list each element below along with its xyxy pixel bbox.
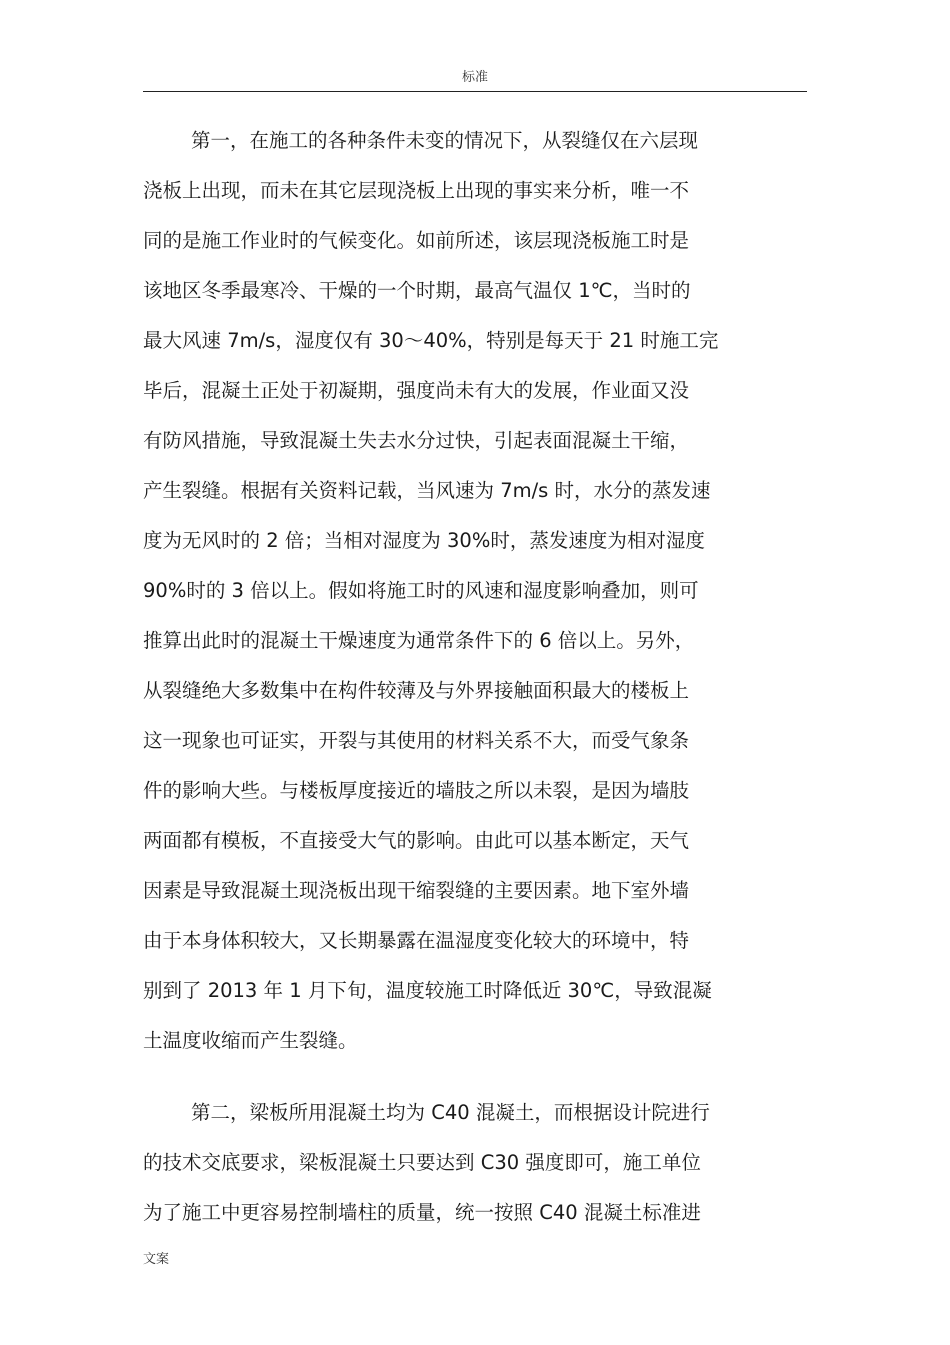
- paragraph-1-line-3: 同的是施工作业时的气候变化。如前所述，该层现浇板施工时是: [143, 229, 690, 252]
- paragraph-1-line-10: 90%时的 3 倍以上。假如将施工时的风速和湿度影响叠加，则可: [143, 579, 699, 602]
- paragraph-2-line-1: 第二，梁板所用混凝土均为 C40 混凝土，而根据设计院进行: [191, 1101, 710, 1124]
- header-divider: [143, 91, 807, 92]
- paragraph-1-line-1: 第一，在施工的各种条件未变的情况下，从裂缝仅在六层现: [191, 129, 699, 152]
- paragraph-1-line-9: 度为无风时的 2 倍；当相对湿度为 30%时，蒸发速度为相对湿度: [143, 529, 705, 552]
- paragraph-1-line-14: 件的影响大些。与楼板厚度接近的墙肢之所以未裂，是因为墙肢: [143, 779, 690, 802]
- paragraph-1-line-4: 该地区冬季最寒冷、干燥的一个时期，最高气温仅 1℃，当时的: [143, 279, 691, 302]
- paragraph-1-line-7: 有防风措施，导致混凝土失去水分过快，引起表面混凝土干缩，: [143, 429, 690, 452]
- paragraph-1-line-2: 浇板上出现，而未在其它层现浇板上出现的事实来分析，唯一不: [143, 179, 690, 202]
- page-header: 标准: [461, 70, 488, 85]
- paragraph-1-line-15: 两面都有模板，不直接受大气的影响。由此可以基本断定，天气: [143, 829, 690, 852]
- paragraph-1-line-19: 土温度收缩而产生裂缝。: [143, 1029, 358, 1052]
- paragraph-1-line-18: 别到了 2013 年 1 月下旬，温度较施工时降低近 30℃，导致混凝: [143, 979, 712, 1002]
- paragraph-1-line-5: 最大风速 7m/s，湿度仅有 30～40%，特别是每天于 21 时施工完: [143, 329, 719, 352]
- paragraph-1-line-11: 推算出此时的混凝土干燥速度为通常条件下的 6 倍以上。另外，: [143, 629, 695, 652]
- page-footer: 文案: [143, 1252, 170, 1267]
- paragraph-1-line-6: 毕后，混凝土正处于初凝期，强度尚未有大的发展，作业面又没: [143, 379, 690, 402]
- paragraph-2-line-3: 为了施工中更容易控制墙柱的质量，统一按照 C40 混凝土标准进: [143, 1201, 701, 1224]
- paragraph-1-line-8: 产生裂缝。根据有关资料记载，当风速为 7m/s 时，水分的蒸发速: [143, 479, 711, 502]
- paragraph-1-line-13: 这一现象也可证实，开裂与其使用的材料关系不大，而受气象条: [143, 729, 690, 752]
- paragraph-2-line-2: 的技术交底要求，梁板混凝土只要达到 C30 强度即可，施工单位: [143, 1151, 701, 1174]
- paragraph-1-line-17: 由于本身体积较大，又长期暴露在温湿度变化较大的环境中，特: [143, 929, 690, 952]
- paragraph-1-line-12: 从裂缝绝大多数集中在构件较薄及与外界接触面积最大的楼板上: [143, 679, 690, 702]
- paragraph-1-line-16: 因素是导致混凝土现浇板出现干缩裂缝的主要因素。地下室外墙: [143, 879, 690, 902]
